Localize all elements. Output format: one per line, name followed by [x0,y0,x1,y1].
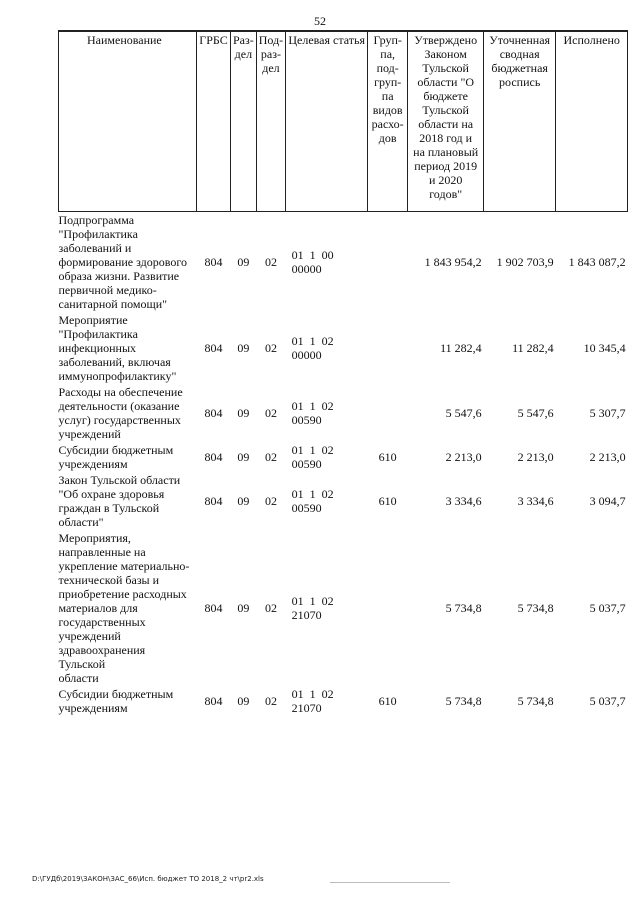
col-header-executed: Исполнено [556,31,628,211]
row-razdel: 09 [237,600,250,615]
row-executed: 5 037,7 [589,600,626,615]
row-refined: 5 734,8 [517,693,554,708]
row-razdel: 09 [237,493,250,508]
row-refined: 11 282,4 [512,340,554,355]
row-approved: 2 213,0 [445,449,482,464]
row-name: Подпрограмма "Профилактика заболеваний и формирование здорового образа жизни. Развитие первичной медико- санитарной помощи" [58,212,187,311]
table-row [59,211,628,312]
row-razdel: 09 [237,254,250,269]
row-target: 01 1 02 21070 [291,593,334,622]
row-grbs: 804 [204,340,223,355]
footer-file-path: D:\ГУДб\2019\ЗАКОН\ЗАС_66\Исп. бюджет ТО 2018_2 чт\pr2.xls [32,875,264,883]
row-refined: 1 902 703,9 [496,254,554,269]
row-name: Расходы на обеспечение деятельности (оказание услуг) государственных учреждений [58,384,183,441]
row-group [368,312,408,384]
table-row [59,384,628,442]
row-razdel: 09 [237,693,250,708]
row-target: 01 1 02 00590 [291,486,334,515]
row-executed: 5 307,7 [589,405,626,420]
row-razdel: 09 [237,405,250,420]
col-header-refined: Уточненная сводная бюджетная роспись [484,31,556,211]
row-podrazdel: 02 [264,493,277,508]
table-row [59,686,628,716]
row-approved: 5 734,8 [445,693,482,708]
row-razdel: 09 [237,340,250,355]
row-group: 610 [378,693,397,708]
row-group [368,211,408,312]
table-row [59,312,628,384]
col-header-grbs: ГРБС [197,31,231,211]
row-razdel: 09 [237,449,250,464]
col-header-target: Целевая статья [286,31,368,211]
row-podrazdel: 02 [264,405,277,420]
col-header-razdel: Раз- дел [231,31,257,211]
row-target: 01 1 00 00000 [291,247,334,276]
table-header-row [59,31,628,211]
row-executed: 5 037,7 [589,693,626,708]
row-refined: 5 734,8 [517,600,554,615]
row-name: Закон Тульской области "Об охране здоровья граждан в Тульской области" [58,472,181,529]
table-row [59,442,628,472]
row-podrazdel: 02 [264,449,277,464]
row-group [368,384,408,442]
row-name: Субсидии бюджетным учреждениям [58,686,174,715]
row-grbs: 804 [204,600,223,615]
row-approved: 11 282,4 [440,340,482,355]
col-header-group: Груп- па, под- груп- па видов расхо- дов [368,31,408,211]
page-number: 52 [314,14,326,28]
col-header-podrazdel: Под- раз- дел [256,31,285,211]
row-podrazdel: 02 [264,600,277,615]
row-approved: 1 843 954,2 [424,254,482,269]
row-podrazdel: 02 [264,693,277,708]
row-executed: 3 094,7 [589,493,626,508]
row-executed: 1 843 087,2 [568,254,626,269]
row-name: Мероприятие "Профилактика инфекционных заболеваний, включая иммунопрофилактику" [58,312,177,383]
row-group: 610 [378,449,397,464]
row-refined: 5 547,6 [517,405,554,420]
row-grbs: 804 [204,405,223,420]
row-target: 01 1 02 21070 [291,686,334,715]
row-grbs: 804 [204,449,223,464]
row-approved: 5 734,8 [445,600,482,615]
row-group [368,530,408,686]
row-target: 01 1 02 00000 [291,333,334,362]
row-approved: 5 547,6 [445,405,482,420]
row-approved: 3 334,6 [445,493,482,508]
table-row [59,472,628,530]
row-name: Мероприятия, направленные на укрепление материально- технической базы и приобретение расходных материалов для государственных учреждений здравоохранения Тульской области [58,530,190,685]
row-refined: 2 213,0 [517,449,554,464]
row-executed: 2 213,0 [589,449,626,464]
row-group: 610 [378,493,397,508]
row-podrazdel: 02 [264,254,277,269]
budget-table [58,30,628,716]
row-podrazdel: 02 [264,340,277,355]
footer-divider [330,882,450,883]
row-grbs: 804 [204,693,223,708]
row-target: 01 1 02 00590 [291,442,334,471]
row-target: 01 1 02 00590 [291,398,334,427]
col-header-name: Наименование [59,31,197,211]
col-header-approved: Утверждено Законом Тульской области "О бюджете Тульской области на 2018 год и на плановый период 2019 и 2020 годов" [408,31,484,211]
row-refined: 3 334,6 [517,493,554,508]
table-row [59,530,628,686]
row-executed: 10 345,4 [583,340,626,355]
row-grbs: 804 [204,493,223,508]
row-name: Субсидии бюджетным учреждениям [58,442,174,471]
row-grbs: 804 [204,254,223,269]
